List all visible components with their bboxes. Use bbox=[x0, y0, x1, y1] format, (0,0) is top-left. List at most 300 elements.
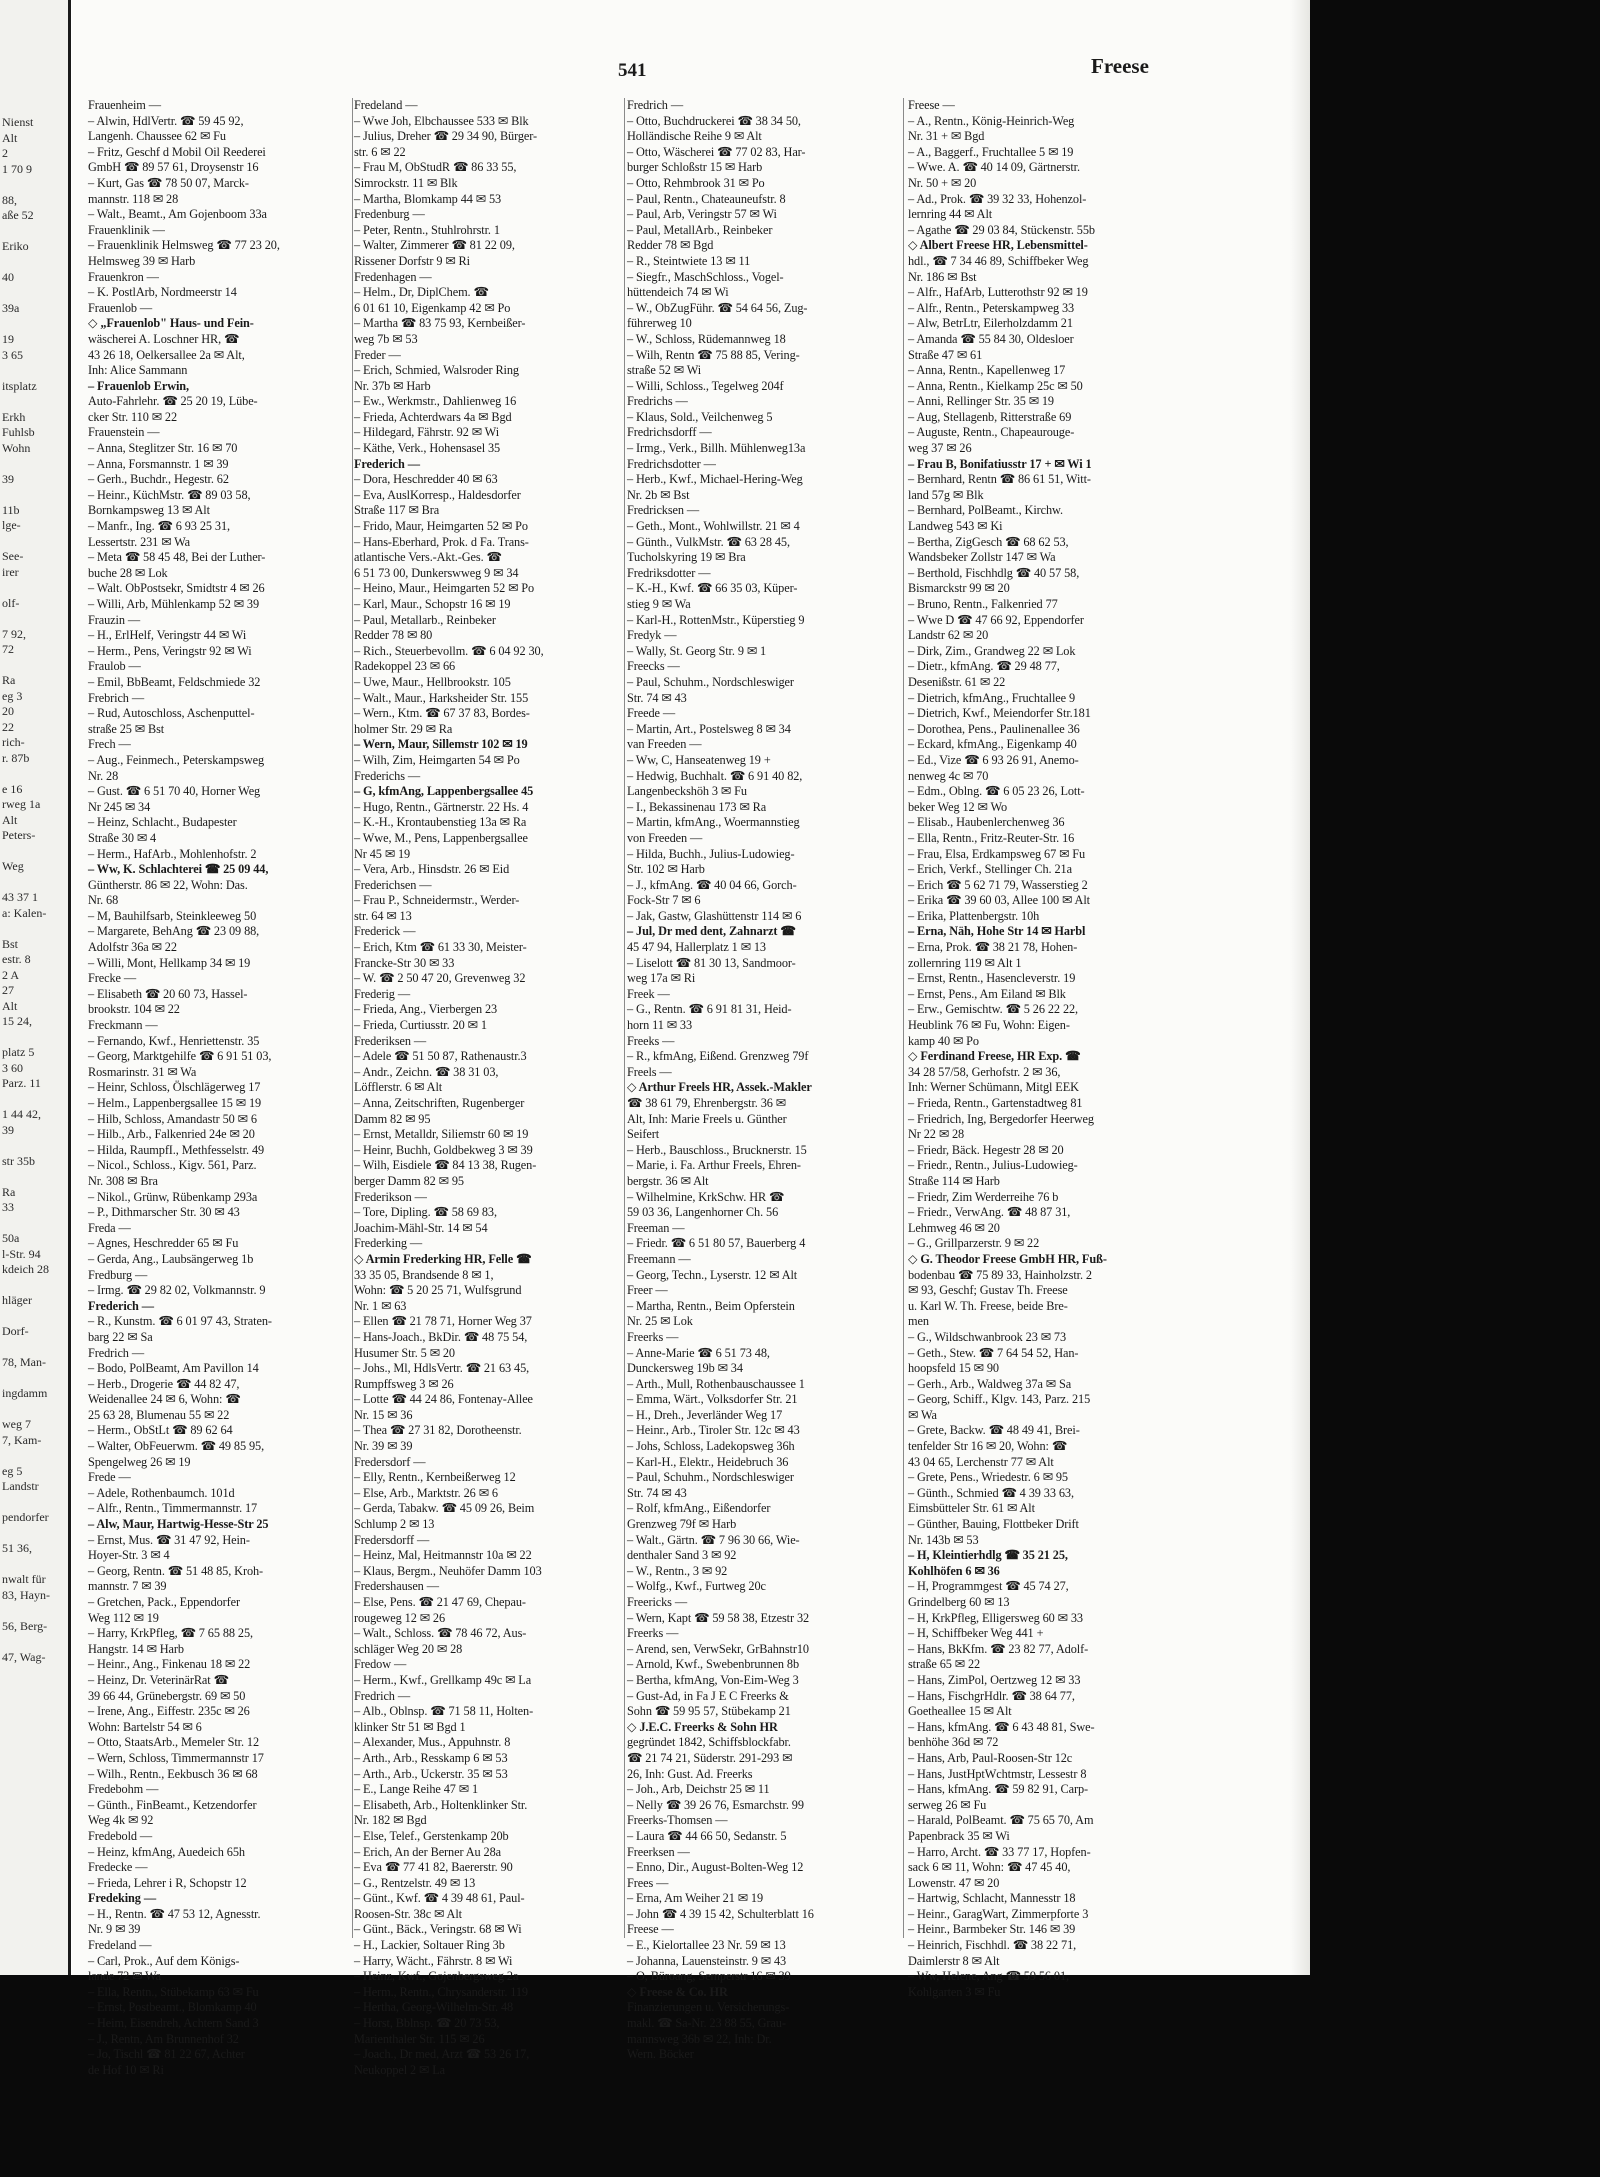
directory-entry: – Fernando, Kwf., Henriettenstr. 35 bbox=[88, 1033, 260, 1048]
facing-page-fragment bbox=[0, 1402, 68, 1418]
facing-page-fragment bbox=[0, 1634, 68, 1650]
directory-entry: von Freeden — bbox=[627, 830, 703, 845]
facing-page-fragment: Erkh bbox=[2, 409, 26, 424]
directory-entry: – Gust-Ad, in Fa J E C Freerks & bbox=[627, 1688, 789, 1703]
directory-entry: – M, Bauhilfsarb, Steinkleeweg 50 bbox=[88, 908, 257, 923]
facing-page-fragment bbox=[0, 1603, 68, 1619]
directory-entry: – K. PostlArb, Nordmeerstr 14 bbox=[88, 285, 237, 300]
facing-page-fragment: 50a bbox=[2, 1231, 20, 1245]
directory-entry: – Frieda, Curtiusstr. 20 ✉ 1 bbox=[354, 1018, 487, 1033]
directory-entry: 26, Inh: Gust. Ad. Freerks bbox=[627, 1766, 753, 1781]
directory-entry: – Heinz, Mal, Heitmannstr 10a ✉ 22 bbox=[354, 1548, 532, 1563]
directory-column-2 bbox=[354, 98, 624, 2077]
directory-entry: – Martha, Blomkamp 44 ✉ 53 bbox=[354, 191, 502, 206]
directory-entry: – Joach., Dr med, Arzt ☎ 53 26 17, bbox=[354, 2047, 530, 2062]
directory-entry: – I., Bekassinenau 173 ✉ Ra bbox=[627, 799, 767, 814]
directory-entry: – Hans, BkKfm. ☎ 23 82 77, Adolf- bbox=[908, 1641, 1089, 1656]
directory-entry: – Heinr, Schloss, Ölschlägerweg 17 bbox=[88, 1080, 261, 1095]
directory-entry: – Hilb, Schloss, Amandastr 50 ✉ 6 bbox=[88, 1111, 257, 1126]
directory-entry: 33 35 05, Brandsende 8 ✉ 1, bbox=[354, 1267, 494, 1282]
directory-entry: weg 7b ✉ 53 bbox=[354, 331, 418, 346]
directory-entry: – Georg, Marktgehilfe ☎ 6 91 51 03, bbox=[88, 1049, 272, 1064]
directory-entry: Frederig — bbox=[354, 986, 411, 1001]
directory-entry: – Berthold, Fischhdlg ☎ 40 57 58, bbox=[908, 565, 1080, 580]
directory-entry: GmbH ☎ 89 57 61, Droysenstr 16 bbox=[88, 160, 259, 175]
directory-entry: – Marie, i. Fa. Arthur Freels, Ehren- bbox=[627, 1158, 801, 1173]
directory-entry: Nr. 1 ✉ 63 bbox=[354, 1298, 407, 1313]
facing-page-fragment bbox=[0, 1340, 68, 1356]
facing-page-fragment: e 16 bbox=[2, 781, 23, 796]
directory-entry: – Rud, Autoschloss, Aschenputtel- bbox=[88, 706, 255, 721]
directory-entry: Finanzierungen u. Versicherungs- bbox=[627, 2000, 790, 2015]
facing-page-fragment: eg 5 bbox=[2, 1463, 23, 1478]
directory-entry: Fredeland — bbox=[88, 1938, 152, 1953]
directory-entry: Freeks — bbox=[627, 1033, 675, 1048]
directory-entry: Fraulob — bbox=[88, 659, 141, 674]
directory-entry: Freerks-Thomsen — bbox=[627, 1813, 728, 1828]
directory-entry: Fredebold — bbox=[88, 1828, 153, 1843]
directory-entry: Langenh. Chaussee 62 ✉ Fu bbox=[88, 129, 226, 144]
facing-page-fragment: nwalt für bbox=[2, 1572, 46, 1586]
directory-entry: Frederikson — bbox=[354, 1189, 427, 1204]
facing-page-fragment: 39 bbox=[2, 471, 14, 486]
directory-entry: Frederiksen — bbox=[354, 1033, 427, 1048]
directory-entry: hdl., ☎ 7 34 46 89, Schiffbeker Weg bbox=[908, 253, 1089, 268]
directory-entry: – Willi, Mont, Hellkamp 34 ✉ 19 bbox=[88, 955, 251, 970]
directory-entry: Frauenlob — bbox=[88, 300, 153, 315]
directory-entry: – Walt., Beamt., Am Gojenboom 33a bbox=[88, 207, 267, 222]
directory-entry: – Lotte ☎ 44 24 86, Fontenay-Allee bbox=[354, 1392, 533, 1407]
directory-entry: – G., Grillparzerstr. 9 ✉ 22 bbox=[908, 1236, 1040, 1251]
directory-entry: – Uwe, Maur., Hellbrookstr. 105 bbox=[354, 674, 511, 689]
directory-entry: Fock-Str 7 ✉ 6 bbox=[627, 893, 701, 908]
directory-entry: – Frieda, Achterdwars 4a ✉ Bgd bbox=[354, 409, 512, 424]
directory-entry: – O, Büroang, Semperstr 16 ✉ 39 bbox=[627, 1969, 791, 1984]
directory-entry: Inh: Alice Sammann bbox=[88, 363, 188, 378]
directory-entry: Fredrich — bbox=[354, 1688, 411, 1703]
directory-entry: – J., Rentn, Am Brunnenhof 32 bbox=[88, 2031, 239, 2046]
directory-entry: – Anna, Rentn., Kielkamp 25c ✉ 50 bbox=[908, 378, 1083, 393]
directory-entry: – R., Steintwiete 13 ✉ 11 bbox=[627, 253, 751, 268]
directory-entry: – Wilh., Rentn., Eekbusch 36 ✉ 68 bbox=[88, 1766, 258, 1781]
directory-entry: Fredersdorff — bbox=[354, 1532, 430, 1547]
directory-entry: 43 04 65, Lerchenstr 77 ✉ Alt bbox=[908, 1454, 1054, 1469]
directory-entry: – Erna, Prok. ☎ 38 21 78, Hohen- bbox=[908, 940, 1078, 955]
directory-entry: – Wern., Ktm. ☎ 67 37 83, Bordes- bbox=[354, 706, 530, 721]
facing-page-fragment: 2 bbox=[2, 146, 8, 160]
directory-entry: – Nicol., Schloss., Kigv. 561, Parz. bbox=[88, 1158, 257, 1173]
directory-entry: beker Weg 12 ✉ Wo bbox=[908, 799, 1008, 814]
facing-page-fragment bbox=[0, 394, 68, 410]
directory-entry: Nr. 68 bbox=[88, 893, 119, 908]
directory-entry: Auto-Fahrlehr. ☎ 25 20 19, Lübe- bbox=[88, 394, 258, 409]
facing-page-fragment: r. 87b bbox=[2, 750, 30, 765]
directory-entry: Tucholskyring 19 ✉ Bra bbox=[627, 550, 746, 565]
directory-entry: Nr. 31 + ✉ Bgd bbox=[908, 129, 985, 144]
directory-entry: – Walt. ObPostsekr, Smidtstr 4 ✉ 26 bbox=[88, 581, 265, 596]
directory-entry: – R., Kunstm. ☎ 6 01 97 43, Straten- bbox=[88, 1314, 272, 1329]
directory-entry: – Adele ☎ 51 50 87, Rathenaustr.3 bbox=[354, 1049, 527, 1064]
directory-entry: Damm 82 ✉ 95 bbox=[354, 1111, 431, 1126]
directory-entry: – Wwe, M., Pens, Lappenbergsallee bbox=[354, 830, 528, 845]
directory-entry: bergstr. 36 ✉ Alt bbox=[627, 1173, 709, 1188]
facing-page-fragment bbox=[0, 1309, 68, 1325]
directory-entry: – Wally, St. Georg Str. 9 ✉ 1 bbox=[627, 643, 767, 658]
directory-entry: – Hartwig, Schlacht, Mannesstr 18 bbox=[908, 1891, 1076, 1906]
directory-entry: – E., Lange Reihe 47 ✉ 1 bbox=[354, 1782, 479, 1797]
directory-entry: – Aug, Stellagenb, Ritterstraße 69 bbox=[908, 409, 1072, 424]
directory-entry: – Anna, Rentn., Kapellenweg 17 bbox=[908, 363, 1066, 378]
facing-page-fragment: 15 24, bbox=[2, 1014, 32, 1028]
directory-entry: ◇ J.E.C. Freerks & Sohn HR bbox=[627, 1719, 778, 1734]
directory-entry: – Herm., Rentn., Chrysanderstr. 119 bbox=[354, 1984, 528, 1999]
directory-entry: Lehmweg 46 ✉ 20 bbox=[908, 1220, 1000, 1235]
directory-entry: – Else, Pens. ☎ 21 47 69, Chepau- bbox=[354, 1595, 526, 1609]
facing-page-fragment bbox=[0, 1216, 68, 1232]
facing-page-fragment: 56, Berg- bbox=[2, 1618, 48, 1633]
facing-page-fragment: 47, Wag- bbox=[2, 1649, 46, 1664]
directory-entry: Frauenkron — bbox=[88, 269, 159, 284]
directory-entry: – Helm., Lappenbergsallee 15 ✉ 19 bbox=[88, 1096, 262, 1110]
directory-entry: Dunckersweg 19b ✉ 34 bbox=[627, 1361, 743, 1376]
directory-entry: berger Damm 82 ✉ 95 bbox=[354, 1173, 464, 1188]
directory-entry: – Anne-Marie ☎ 6 51 73 48, bbox=[627, 1345, 770, 1360]
directory-entry: – Arth., Mull, Rothenbauschaussee 1 bbox=[627, 1376, 805, 1391]
directory-entry: Frauenklinik — bbox=[88, 222, 165, 237]
facing-page-fragment: 1 44 42, bbox=[2, 1107, 41, 1121]
directory-entry: benhöhe 36d ✉ 72 bbox=[908, 1735, 999, 1750]
directory-entry: Freerks — bbox=[627, 1626, 679, 1641]
directory-entry: Fredow — bbox=[354, 1657, 407, 1672]
scanner-background-right bbox=[1310, 0, 1600, 2177]
directory-entry: Freericks — bbox=[627, 1595, 688, 1609]
directory-entry: 39 66 44, Grünebergstr. 69 ✉ 50 bbox=[88, 1688, 246, 1703]
directory-entry: Wohn: Bartelstr 54 ✉ 6 bbox=[88, 1719, 202, 1734]
facing-page-fragment: Ra bbox=[2, 673, 16, 687]
directory-entry: – Wilh, Eisdiele ☎ 84 13 38, Rugen- bbox=[354, 1158, 537, 1173]
directory-entry: – Heinr., GaragWart, Zimmerpforte 3 bbox=[908, 1906, 1089, 1921]
directory-entry: – Ernst, Metalldr, Siliemstr 60 ✉ 19 bbox=[354, 1127, 529, 1142]
directory-entry: – Anna, Forsmannstr. 1 ✉ 39 bbox=[88, 456, 229, 471]
directory-entry: – Erich, Schmied, Walsroder Ring bbox=[354, 363, 519, 378]
directory-entry: – Bernhard, Rentn ☎ 86 61 51, Witt- bbox=[908, 472, 1091, 487]
directory-entry: – Ella, Rentn., Stübekamp 63 ✉ Fu bbox=[88, 1984, 259, 1999]
directory-entry: – Friedr. ☎ 6 51 80 57, Bauerberg 4 bbox=[627, 1236, 806, 1251]
directory-entry: – Hans, JustHptWchtmstr, Lessestr 8 bbox=[908, 1766, 1087, 1781]
directory-entry: Str. 74 ✉ 43 bbox=[627, 690, 687, 705]
directory-entry: – Herm., Kwf., Grellkamp 49c ✉ La bbox=[354, 1672, 532, 1687]
facing-page-fragment: 3 60 bbox=[2, 1060, 23, 1075]
directory-entry: – Carl, Prok., Auf dem Königs- bbox=[88, 1953, 240, 1968]
facing-page-fragment: 39a bbox=[2, 301, 20, 315]
facing-page-fragment bbox=[0, 921, 68, 937]
directory-entry: cker Str. 110 ✉ 22 bbox=[88, 409, 177, 424]
directory-entry: – Harry, KrkPfleg, ☎ 7 65 88 25, bbox=[88, 1626, 254, 1641]
directory-entry: – Dirk, Zim., Grandweg 22 ✉ Lok bbox=[908, 643, 1076, 658]
directory-entry: gegründet 1842, Schiffsblockfabr. bbox=[627, 1735, 791, 1750]
directory-entry: str. 64 ✉ 13 bbox=[354, 908, 412, 923]
directory-entry: – Paul, Rentn., Chateaunеufstr. 8 bbox=[627, 191, 786, 206]
directory-column-1 bbox=[88, 98, 358, 2077]
directory-entry: – Thea ☎ 27 31 82, Dorotheenstr. bbox=[354, 1423, 522, 1438]
directory-entry: – G., Wildschwanbrook 23 ✉ 73 bbox=[908, 1329, 1066, 1344]
directory-entry: – Geth., Mont., Wohlwillstr. 21 ✉ 4 bbox=[627, 519, 800, 534]
directory-entry: mannstr. 7 ✉ 39 bbox=[88, 1579, 167, 1594]
facing-page-fragment: str 35b bbox=[2, 1153, 35, 1168]
directory-entry: hoopsfeld 15 ✉ 90 bbox=[908, 1361, 999, 1376]
directory-entry: Nr. 39 ✉ 39 bbox=[354, 1439, 413, 1454]
directory-entry: barg 22 ✉ Sa bbox=[88, 1329, 153, 1344]
page-number: 541 bbox=[618, 60, 647, 81]
directory-entry: – Alw, Maur, Hartwig-Hesse-Str 25 bbox=[88, 1517, 269, 1532]
directory-entry: tenfelder Str 16 ✉ 20, Wohn: ☎ bbox=[908, 1439, 1068, 1454]
directory-entry: Schlump 2 ✉ 13 bbox=[354, 1517, 435, 1532]
directory-entry: 45 47 94, Hallerplatz 1 ✉ 13 bbox=[627, 940, 766, 955]
directory-entry: holmer Str. 29 ✉ Ra bbox=[354, 721, 453, 736]
directory-entry: – Heinr, Buchh, Goldbekweg 3 ✉ 39 bbox=[354, 1142, 533, 1157]
directory-entry: Fredebohm — bbox=[88, 1782, 159, 1797]
directory-entry: – Günt., Bäck., Veringstr. 68 ✉ Wi bbox=[354, 1922, 522, 1937]
directory-entry: Freels — bbox=[627, 1064, 672, 1079]
directory-entry: – Ww, C, Hanseatenweg 19 + bbox=[627, 752, 771, 767]
directory-entry: – Heinz, kfmAng, Auedeich 65h bbox=[88, 1844, 245, 1859]
directory-entry: – Frau M, ObStudR ☎ 86 33 55, bbox=[354, 160, 517, 175]
facing-page-fragment: Landstr bbox=[2, 1479, 39, 1493]
directory-entry: – Käthe, Verk., Hohensasel 35 bbox=[354, 441, 501, 456]
directory-entry: – Rich., Steuerbevollm. ☎ 6 04 92 30, bbox=[354, 643, 544, 658]
facing-page-fragment bbox=[0, 1557, 68, 1573]
directory-entry: – Helm., Dr, DiplChem. ☎ bbox=[354, 285, 489, 300]
directory-entry: – Heinz, Kwf., Gojenbergsweg 2a bbox=[354, 1969, 519, 1984]
facing-page-fragment: Peters- bbox=[2, 828, 36, 842]
facing-page-fragment bbox=[0, 1495, 68, 1511]
directory-entry: – Manfr., Ing. ☎ 6 93 25 31, bbox=[88, 519, 230, 534]
directory-entry: Radekoppel 23 ✉ 66 bbox=[354, 659, 456, 674]
directory-entry: – Harro, Archt. ☎ 33 77 17, Hopfen- bbox=[908, 1844, 1091, 1859]
directory-entry: – Amanda ☎ 55 84 30, Oldesloer bbox=[908, 331, 1074, 346]
directory-entry: – Gerh., Buchdr., Hegestr. 62 bbox=[88, 472, 229, 487]
directory-entry: – Johs, Schloss, Ladekopsweg 36h bbox=[627, 1439, 795, 1454]
directory-entry: – Klaus, Bergm., Neuhöfer Damm 103 bbox=[354, 1563, 542, 1578]
directory-entry: – Siegfr., MaschSchloss., Vogel- bbox=[627, 269, 784, 284]
directory-entry: – Dietrich, kfmAng., Fruchtallee 9 bbox=[908, 690, 1076, 705]
directory-entry: – Hilb., Arb., Falkenried 24e ✉ 20 bbox=[88, 1127, 255, 1142]
directory-entry: – Günth., VulkMstr. ☎ 63 28 45, bbox=[627, 534, 790, 549]
directory-entry: – Wern, Schloss, Timmermannstr 17 bbox=[88, 1750, 264, 1765]
directory-entry: ◇ Albert Freese HR, Lebensmittel- bbox=[908, 238, 1088, 253]
directory-entry: Frederich — bbox=[88, 1298, 154, 1313]
directory-entry: – Wern, Maur, Sillemstr 102 ✉ 19 bbox=[354, 737, 528, 752]
directory-entry: Frederich — bbox=[354, 456, 420, 471]
directory-entry: Goetheallee 15 ✉ Alt bbox=[908, 1704, 1012, 1719]
directory-entry: – Heino, Maur., Heimgarten 52 ✉ Po bbox=[354, 581, 535, 596]
directory-entry: Heublink 76 ✉ Fu, Wohn: Eigen- bbox=[908, 1018, 1070, 1033]
directory-entry: Nr. 182 ✉ Bgd bbox=[354, 1813, 427, 1828]
directory-entry: – Paul, Metallarb., Reinbeker bbox=[354, 612, 496, 627]
directory-entry: Inh: Werner Schümann, Mitgl EEK bbox=[908, 1080, 1079, 1095]
directory-entry: men bbox=[908, 1314, 929, 1329]
directory-entry: Nr. 37b ✉ Harb bbox=[354, 378, 431, 393]
facing-page-fragment bbox=[0, 844, 68, 860]
directory-entry: Bismarckstr 99 ✉ 20 bbox=[908, 581, 1010, 596]
directory-entry: Freckmann — bbox=[88, 1018, 158, 1033]
directory-entry: 25 63 28, Blumenau 55 ✉ 22 bbox=[88, 1407, 230, 1422]
directory-entry: Frederking — bbox=[354, 1236, 423, 1251]
directory-entry: rougeweg 12 ✉ 26 bbox=[354, 1610, 446, 1625]
directory-entry: Weg 4k ✉ 92 bbox=[88, 1813, 154, 1828]
directory-entry: – G, kfmAng, Lappenbergsallee 45 bbox=[354, 784, 534, 799]
directory-entry: – Georg, Techn., Lyserstr. 12 ✉ Alt bbox=[627, 1267, 798, 1282]
directory-entry: – Hilda, RaumpfI., Methfesselstr. 49 bbox=[88, 1142, 265, 1157]
directory-entry: – Tore, Dipling. ☎ 58 69 83, bbox=[354, 1205, 497, 1220]
directory-entry: – Frieda, Lehrer i R, Schopstr 12 bbox=[88, 1875, 247, 1890]
facing-page-fragment: 20 bbox=[2, 704, 14, 718]
directory-entry: – Klaus, Sold., Veilchenweg 5 bbox=[627, 409, 773, 424]
directory-entry: – Erw., Gemischtw. ☎ 5 26 22 22, bbox=[908, 1002, 1079, 1017]
facing-page-fragment bbox=[0, 1030, 68, 1046]
directory-entry: Weidenallee 24 ✉ 6, Wohn: ☎ bbox=[88, 1392, 241, 1407]
directory-entry: – Agnes, Heschredder 65 ✉ Fu bbox=[88, 1236, 239, 1251]
directory-column-4 bbox=[908, 98, 1190, 1999]
directory-entry: – J., kfmAng. ☎ 40 04 66, Gorch- bbox=[627, 877, 797, 892]
directory-entry: Nr. 50 + ✉ 20 bbox=[908, 175, 977, 190]
directory-entry: – Wolfg., Kwf., Furtweg 20c bbox=[627, 1579, 766, 1594]
directory-entry: – Frieda, Ang., Vierbergen 23 bbox=[354, 1002, 498, 1017]
directory-entry: klinker Str 51 ✉ Bgd 1 bbox=[354, 1719, 466, 1734]
directory-entry: Straße 114 ✉ Harb bbox=[908, 1173, 1000, 1188]
directory-entry: – Elisabeth, Arb., Holtenklinker Str. bbox=[354, 1797, 528, 1812]
facing-page-fragment: ingdamm bbox=[2, 1386, 48, 1400]
directory-entry: – Martha, Rentn., Beim Opferstein bbox=[627, 1298, 795, 1313]
directory-entry: ◇ Ferdinand Freese, HR Exp. ☎ bbox=[908, 1049, 1081, 1064]
directory-entry: – Wwe. A. ☎ 40 14 09, Gärtnerstr. bbox=[908, 160, 1080, 175]
directory-entry: – Edm., Oblng. ☎ 6 05 23 26, Lott- bbox=[908, 784, 1085, 799]
directory-entry: Nr. 143b ✉ 53 bbox=[908, 1532, 979, 1547]
directory-entry: – K.-H., Krontaubenstieg 13a ✉ Ra bbox=[354, 815, 527, 830]
directory-entry: – Joh., Arb, Deichstr 25 ✉ 11 bbox=[627, 1782, 770, 1797]
directory-entry: Simrockstr. 11 ✉ Blk bbox=[354, 175, 458, 190]
directory-entry: Frees — bbox=[627, 1875, 669, 1890]
facing-page-fragment: itsplatz bbox=[2, 378, 37, 393]
directory-entry: Nr. 2b ✉ Bst bbox=[627, 487, 690, 502]
directory-entry: – Jo, Tischl ☎ 81 22 67, Achter bbox=[88, 2047, 245, 2062]
directory-entry: Landweg 543 ✉ Ki bbox=[908, 519, 1003, 534]
directory-entry: – Herm., HafArb., Mohlenhofstr. 2 bbox=[88, 846, 257, 861]
directory-entry: – G., Rentzelstr. 49 ✉ 13 bbox=[354, 1875, 476, 1890]
directory-entry: – Horst, Bblnsp. ☎ 20 73 53, bbox=[354, 2016, 500, 2031]
directory-entry: – Erna, Näh, Hohe Str 14 ✉ Harbl bbox=[908, 924, 1086, 939]
directory-entry: – Otto, Wäscherei ☎ 77 02 83, Har- bbox=[627, 144, 806, 159]
directory-entry: Joachim-Mähl-Str. 14 ✉ 54 bbox=[354, 1220, 488, 1235]
directory-entry: Frech — bbox=[88, 737, 131, 752]
directory-entry: – Vera, Arb., Hinsdstr. 26 ✉ Eid bbox=[354, 862, 510, 877]
facing-page-fragment: 78, Man- bbox=[2, 1355, 46, 1369]
directory-entry: – Walt., Maur., Harksheider Str. 155 bbox=[354, 690, 529, 705]
directory-entry: Fredeland — bbox=[354, 98, 418, 112]
facing-page-fragment: 43 37 1 bbox=[2, 890, 38, 904]
directory-entry: – Arnold, Kwf., Swebenbrunnen 8b bbox=[627, 1657, 800, 1672]
directory-entry: – Wilh, Rentn ☎ 75 88 85, Vering- bbox=[627, 347, 800, 362]
directory-entry: sack 6 ✉ 11, Wohn: ☎ 47 45 40, bbox=[908, 1860, 1071, 1875]
directory-entry: – Gerh., Arb., Waldweg 37a ✉ Sa bbox=[908, 1376, 1072, 1391]
facing-page-fragment: 33 bbox=[2, 1200, 14, 1214]
directory-entry: – Ella, Rentn., Fritz-Reuter-Str. 16 bbox=[908, 830, 1075, 845]
directory-entry: Lowenstr. 47 ✉ 20 bbox=[908, 1875, 1000, 1890]
directory-entry: – Erika ☎ 39 60 03, Allee 100 ✉ Alt bbox=[908, 893, 1090, 908]
directory-entry: Freeman — bbox=[627, 1220, 685, 1235]
facing-page-fragment bbox=[0, 1278, 68, 1294]
facing-page-fragment: Bst bbox=[2, 936, 19, 951]
directory-entry: – Enno, Dir., August-Bolten-Weg 12 bbox=[627, 1860, 804, 1875]
directory-entry: Sohn ☎ 59 95 57, Stübekamp 21 bbox=[627, 1704, 791, 1719]
directory-entry: – Grete, Backw. ☎ 48 49 41, Brei- bbox=[908, 1423, 1080, 1438]
directory-entry: – Alfr., Rentn., Peterskampweg 33 bbox=[908, 300, 1075, 315]
directory-entry: – W., Rentn., 3 ✉ 92 bbox=[627, 1563, 728, 1578]
directory-entry: – Liselott ☎ 81 30 13, Sandmoor- bbox=[627, 955, 796, 970]
directory-entry: – Hertha, Georg-Wilhelm-Str. 48 bbox=[354, 2000, 514, 2015]
facing-page-fragment: Alt bbox=[2, 998, 18, 1013]
directory-entry: – Frido, Maur, Heimgarten 52 ✉ Po bbox=[354, 519, 528, 534]
directory-entry: u. Karl W. Th. Freese, beide Bre- bbox=[908, 1298, 1068, 1313]
directory-entry: Wohn: ☎ 5 20 25 71, Wulfsgrund bbox=[354, 1283, 522, 1298]
directory-entry: denthaler Sand 3 ✉ 92 bbox=[627, 1548, 737, 1563]
directory-entry: – Else, Telef., Gerstenkamp 20b bbox=[354, 1828, 509, 1843]
directory-entry: – Erich, An der Berner Au 28a bbox=[354, 1844, 502, 1859]
directory-entry: – Hedwig, Buchhalt. ☎ 6 91 40 82, bbox=[627, 768, 803, 783]
directory-entry: – Johanna, Lauensteinstr. 9 ✉ 43 bbox=[627, 1953, 787, 1968]
directory-entry: buche 28 ✉ Lok bbox=[88, 565, 168, 580]
directory-entry: – H, KrkPfleg, Elligersweg 60 ✉ 33 bbox=[908, 1610, 1083, 1625]
directory-entry: – Erich, Verkf., Stellinger Ch. 21a bbox=[908, 862, 1072, 877]
directory-entry: horn 11 ✉ 33 bbox=[627, 1018, 693, 1033]
directory-entry: – Heinr., KüchMstr. ☎ 89 03 58, bbox=[88, 487, 251, 502]
directory-entry: – A., Baggerf., Fruchtallee 5 ✉ 19 bbox=[908, 144, 1074, 159]
directory-entry: – Wwe Joh, Elbchaussee 533 ✉ Blk bbox=[354, 113, 529, 128]
directory-entry: Str. 74 ✉ 43 bbox=[627, 1485, 687, 1500]
directory-entry: Fredburg — bbox=[88, 1267, 148, 1282]
facing-page-fragment: a: Kalen- bbox=[2, 905, 47, 920]
directory-entry: Frecke — bbox=[88, 971, 137, 986]
directory-entry: – Bernhard, PolBeamt., Kirchw. bbox=[908, 503, 1064, 518]
directory-entry: – Frieda, Rentn., Gartenstadtweg 81 bbox=[908, 1096, 1083, 1110]
directory-entry: – Peter, Rentn., Stuhlrohrstr. 1 bbox=[354, 222, 500, 237]
directory-entry: – Günther, Bauing, Flottbeker Drift bbox=[908, 1517, 1079, 1532]
directory-entry: – Bodo, PolBeamt, Am Pavillon 14 bbox=[88, 1361, 259, 1376]
directory-entry: straße 25 ✉ Bst bbox=[88, 721, 165, 736]
directory-entry: Fredyk — bbox=[627, 628, 677, 643]
directory-entry: Nr. 28 bbox=[88, 768, 119, 783]
directory-entry: – Grete, Pens., Wriedestr. 6 ✉ 95 bbox=[908, 1470, 1068, 1485]
directory-entry: – Herb., Bauschloss., Brucknerstr. 15 bbox=[627, 1142, 807, 1157]
facing-page-fragment bbox=[0, 255, 68, 271]
directory-entry: Eimsbütteler Str. 61 ✉ Alt bbox=[908, 1501, 1035, 1516]
directory-entry: Straße 47 ✉ 61 bbox=[908, 347, 983, 362]
directory-entry: – H., Rentn. ☎ 47 53 12, Agnesstr. bbox=[88, 1906, 261, 1921]
directory-entry: – Julius, Dreher ☎ 29 34 90, Bürger- bbox=[354, 129, 538, 144]
directory-entry: 43 26 18, Oelkersallee 2a ✉ Alt, bbox=[88, 347, 245, 362]
facing-page-fragment bbox=[0, 580, 68, 596]
directory-entry: – Erich ☎ 5 62 71 79, Wasserstieg 2 bbox=[908, 877, 1088, 892]
directory-entry: Holländische Reihe 9 ✉ Alt bbox=[627, 129, 762, 144]
directory-entry: – W., Schloss, Rüdemannweg 18 bbox=[627, 331, 786, 346]
directory-entry: Freda — bbox=[88, 1220, 131, 1235]
directory-entry: – Wilh, Zim, Heimgarten 54 ✉ Po bbox=[354, 752, 520, 767]
directory-entry: wäscherei A. Loschner HR, ☎ bbox=[88, 331, 240, 346]
facing-page-fragment: Weg bbox=[2, 859, 24, 873]
directory-entry: – Bertha, kfmAng, Von-Eim-Weg 3 bbox=[627, 1672, 799, 1687]
directory-entry: – Hildegard, Fährstr. 92 ✉ Wi bbox=[354, 425, 500, 440]
directory-entry: – John ☎ 4 39 15 42, Schulterblatt 16 bbox=[627, 1906, 814, 1921]
